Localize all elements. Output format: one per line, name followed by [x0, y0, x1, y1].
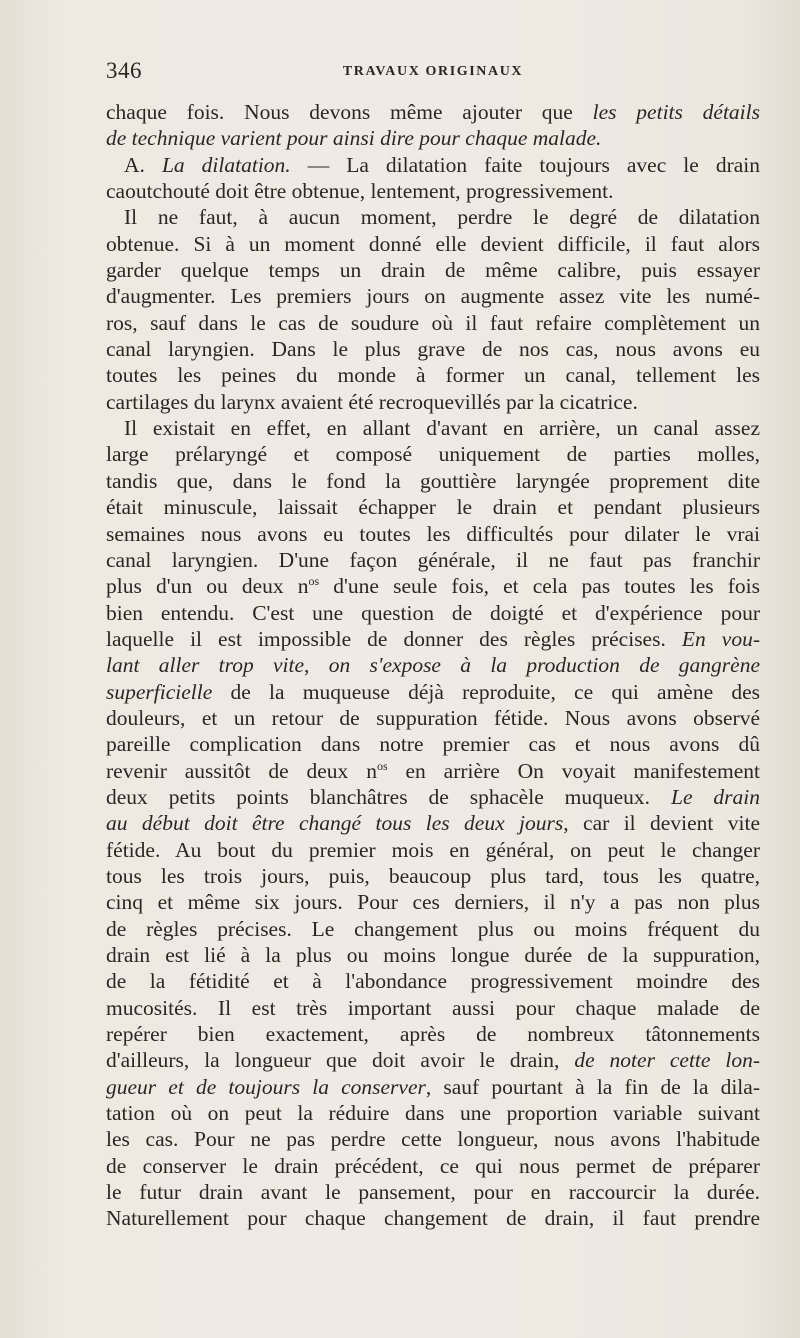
text-line	[106, 1021, 760, 1047]
text-line	[106, 152, 760, 178]
text-line	[106, 600, 760, 626]
text-line	[106, 521, 760, 547]
text-segment: ,	[304, 653, 329, 678]
page-header	[106, 58, 760, 88]
text-line	[106, 204, 760, 230]
text-line	[106, 1153, 760, 1179]
text-segment: fétide. Au bout du premier mois en général, on peut le changer	[106, 837, 760, 862]
text-line	[106, 916, 760, 942]
text-segment: pareille complication dans notre premier cas et nous avons dû	[106, 732, 760, 757]
text-line	[106, 837, 760, 863]
text-segment: tous les trois jours, puis, beaucoup plus tard, tous les quatre,	[106, 863, 760, 888]
italic-text: de noter cette lon-	[574, 1048, 760, 1073]
text-segment: Naturellement pour chaque changement de drain, il faut prendre	[106, 1206, 760, 1231]
text-segment: de conserver le drain précédent, ce qui nous permet de préparer	[106, 1153, 760, 1178]
italic-text: on s'expose à la production de gangrène	[328, 653, 760, 678]
text-segment: était minuscule, laissait échapper le drain et pendant plusieurs	[106, 495, 760, 520]
text-segment: drain est lié à la plus ou moins longue durée de la suppuration,	[106, 943, 760, 967]
italic-text: La dilatation.	[161, 152, 291, 177]
text-segment: de la muqueuse déjà reproduite, ce qui amène des	[212, 679, 760, 704]
text-line	[106, 336, 760, 362]
text-line	[106, 1100, 760, 1126]
text-line	[106, 547, 760, 573]
text-line	[106, 1126, 760, 1152]
text-segment: d'une seule fois, et cela pas toutes les fois	[319, 574, 760, 599]
text-line	[106, 99, 760, 125]
italic-text: Le drain	[670, 784, 760, 809]
text-segment: laquelle il est impossible de donner des règles précises.	[106, 626, 682, 651]
text-line	[106, 784, 760, 810]
text-line	[106, 626, 760, 652]
superscript: os	[376, 758, 388, 773]
italic-text: au début doit être changé tous les deux jours	[106, 811, 564, 836]
text-line	[106, 995, 760, 1021]
text-segment: douleurs, et un retour de suppuration fétide. Nous avons observé	[106, 705, 760, 730]
text-line	[106, 1047, 760, 1073]
text-line	[106, 679, 760, 705]
text-segment: canal laryngien. Dans le plus grave de nos cas, nous avons eu	[106, 337, 760, 362]
text-segment: canal laryngien. D'une façon générale, il ne faut pas franchir	[106, 547, 760, 572]
italic-text: gueur et de toujours la conserver	[106, 1074, 426, 1099]
text-line	[106, 231, 760, 257]
text-segment: ros, sauf dans le cas de soudure où il faut refaire complètement un	[106, 310, 760, 335]
italic-text: lant aller trop vite	[106, 653, 305, 678]
text-line	[106, 257, 760, 283]
text-segment: tation où on peut la réduire dans une proportion variable suivant	[106, 1101, 760, 1126]
text-segment: d'ailleurs, la longueur que doit avoir le drain,	[106, 1048, 575, 1073]
text-segment: toutes les peines du monde à former un canal, tellement les	[106, 363, 760, 388]
text-segment: mucosités. Il est très important aussi pour chaque malade de	[106, 995, 760, 1020]
body-text	[106, 99, 760, 1232]
text-segment: A.	[124, 152, 162, 177]
text-line	[106, 758, 760, 784]
text-segment: obtenue. Si à un moment donné elle devient difficile, il faut alors	[106, 231, 760, 256]
text-line	[106, 863, 760, 889]
text-line	[106, 889, 760, 915]
text-segment: , car il devient vite	[563, 811, 760, 836]
text-segment: caoutchouté doit être obtenue, lentement, progressivement.	[106, 179, 614, 204]
text-segment: plus d'un ou deux n	[106, 574, 309, 599]
text-line	[106, 441, 760, 467]
text-segment: tandis que, dans le fond la gouttière laryngée proprement dite	[106, 468, 760, 493]
text-line	[106, 968, 760, 994]
italic-text: En vou-	[681, 626, 760, 651]
text-line	[106, 1179, 760, 1205]
text-segment: en arrière On voyait manifestement	[387, 758, 760, 783]
text-segment: semaines nous avons eu toutes les difficultés pour dilater le vrai	[106, 521, 760, 546]
text-line	[106, 1074, 760, 1100]
text-segment: de la fétidité et à l'abondance progressivement moindre des	[106, 969, 760, 994]
text-segment: cinq et même six jours. Pour ces derniers, il n'y a pas non plus	[106, 890, 760, 915]
text-segment: chaque fois. Nous devons même ajouter que	[106, 100, 593, 124]
text-line	[106, 494, 760, 520]
text-segment: les cas. Pour ne pas perdre cette longueur, nous avons l'habitude	[106, 1127, 760, 1152]
text-segment: , sauf pourtant à la fin de la dila-	[425, 1074, 760, 1099]
text-segment: — La dilatation faite toujours avec le drain	[290, 152, 760, 177]
text-line	[106, 283, 760, 309]
text-segment: de règles précises. Le changement plus ou moins fréquent du	[106, 916, 760, 941]
text-segment: revenir aussitôt de deux n	[106, 758, 377, 783]
superscript: os	[308, 574, 320, 589]
text-segment: Il existait en effet, en allant d'avant en arrière, un canal assez	[124, 416, 760, 441]
text-line	[106, 942, 760, 968]
text-line	[106, 573, 760, 599]
text-segment: d'augmenter. Les premiers jours on augmente assez vite les numé-	[106, 284, 760, 309]
text-line	[106, 310, 760, 336]
text-line	[106, 415, 760, 441]
text-line	[106, 731, 760, 757]
italic-text: superficielle	[106, 679, 213, 704]
text-line	[106, 389, 760, 415]
italic-text: de technique varient pour ainsi dire pour chaque malade.	[106, 126, 602, 151]
text-segment: bien entendu. C'est une question de doigté et d'expérience pour	[106, 600, 760, 625]
text-line	[106, 125, 760, 151]
text-segment: deux petits points blanchâtres de sphacèle muqueux.	[106, 784, 671, 809]
text-line	[106, 652, 760, 678]
text-segment: large prélaryngé et composé uniquement de parties molles,	[106, 442, 760, 467]
text-segment: le futur drain avant le pansement, pour en raccourcir la durée.	[106, 1180, 760, 1205]
text-line	[106, 178, 760, 204]
text-segment: repérer bien exactement, après de nombreux tâtonnements	[106, 1022, 760, 1047]
text-segment: garder quelque temps un drain de même calibre, puis essayer	[106, 258, 760, 283]
text-line	[106, 1205, 760, 1231]
text-line	[106, 468, 760, 494]
text-segment: Il ne faut, à aucun moment, perdre le degré de dilatation	[124, 205, 760, 230]
text-line	[106, 810, 760, 836]
text-line	[106, 705, 760, 731]
italic-text: les petits détails	[592, 100, 761, 124]
text-line	[106, 362, 760, 388]
page-number: 346	[106, 58, 142, 83]
running-head: TRAVAUX ORIGINAUX	[342, 64, 524, 79]
text-segment: cartilages du larynx avaient été recroquevillés par la cicatrice.	[106, 389, 638, 414]
